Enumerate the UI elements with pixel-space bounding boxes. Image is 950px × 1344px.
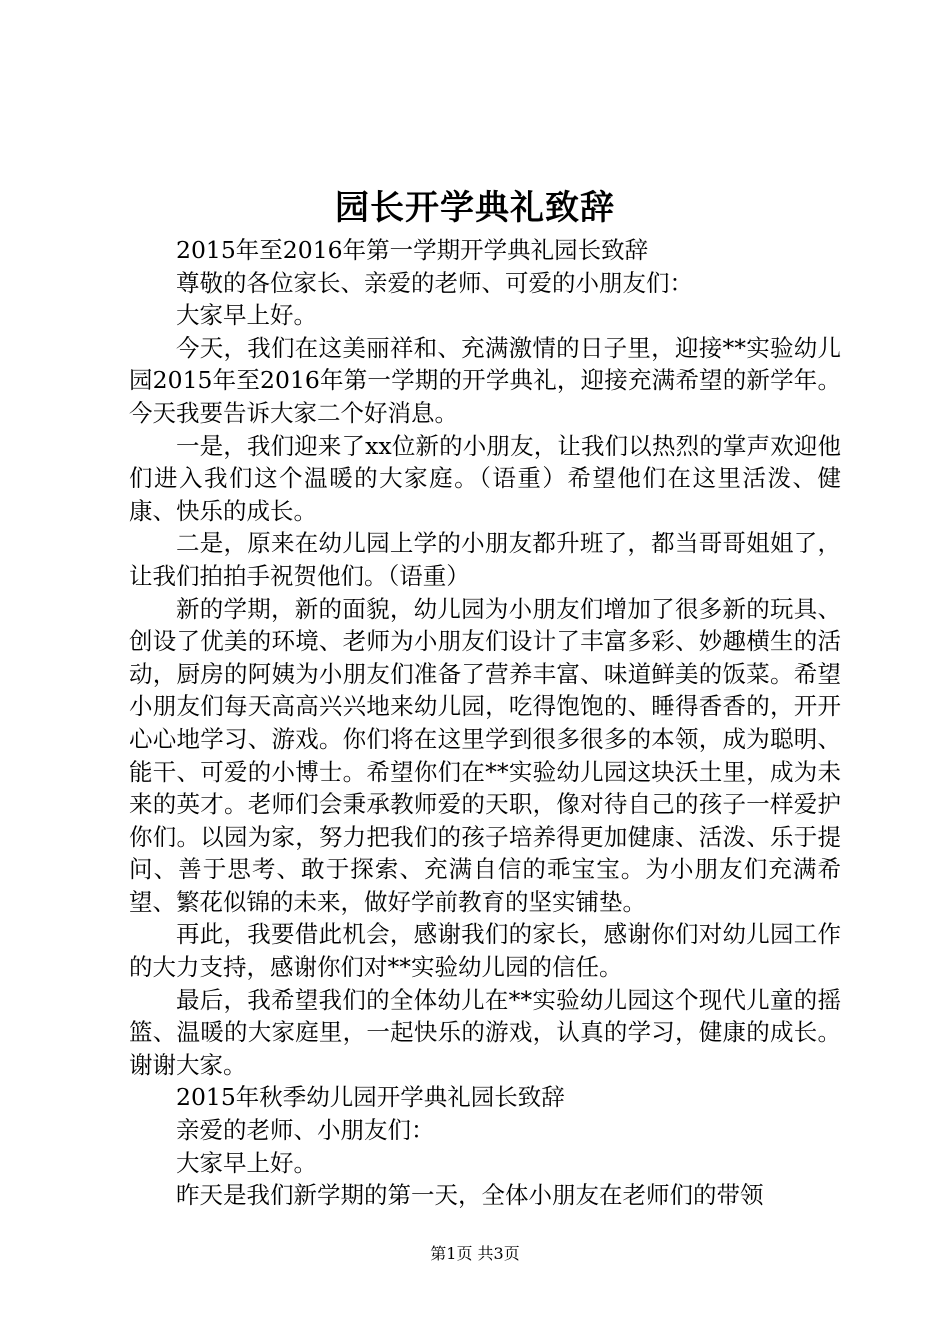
paragraph: 一是，我们迎来了xx位新的小朋友，让我们以热烈的掌声欢迎他们进入我们这个温暖的大家庭。（语重）希望他们在这里活泼、健康、快乐的成长。 xyxy=(129,431,841,525)
page-number: 第1页 共3页 xyxy=(430,1244,520,1263)
document-title: 园长开学典礼致辞 xyxy=(335,188,615,228)
document-body xyxy=(129,234,841,1212)
greeting-1: 大家早上好。 xyxy=(176,301,317,330)
paragraph: 最后，我希望我们的全体幼儿在**实验幼儿园这个现代儿童的摇篮、温暖的大家庭里，一起快乐的游戏，认真的学习，健康的成长。谢谢大家。 xyxy=(129,985,841,1079)
greeting-2: 大家早上好。 xyxy=(176,1148,317,1177)
paragraph: 昨天是我们新学期的第一天，全体小朋友在老师们的带领 xyxy=(176,1181,764,1210)
paragraph: 再此，我要借此机会，感谢我们的家长，感谢你们对幼儿园工作的大力支持，感谢你们对**实验幼儿园的信任。 xyxy=(129,920,841,982)
paragraph: 新的学期，新的面貌，幼儿园为小朋友们增加了很多新的玩具、创设了优美的环境、老师为小朋友们设计了丰富多彩、妙趣横生的活动，厨房的阿姨为小朋友们准备了营养丰富、味道鲜美的饭菜。希望小朋友们每天高高兴兴地来幼儿园，吃得饱饱的、睡得香香的，开开心心地学习、游戏。你们将在这里学到很多很多的本领，成为聪明、能干、可爱的小博士。希望你们在**实验幼儿园这块沃土里，成为未来的英才。老师们会秉承教师爱的天职，像对待自己的孩子一样爱护你们。以园为家，努力把我们的孩子培养得更加健康、活泼、乐于提问、善于思考、敢于探索、充满自信的乖宝宝。为小朋友们充满希望、繁花似锦的未来，做好学前教育的坚实铺垫。 xyxy=(129,594,841,916)
heading-line-1: 2015年至2016年第一学期开学典礼园长致辞 xyxy=(176,236,649,264)
paragraph: 今天，我们在这美丽祥和、充满激情的日子里，迎接**实验幼儿园2015年至2016年第一学期的开学典礼，迎接充满希望的新学年。今天我要告诉大家二个好消息。 xyxy=(129,333,841,427)
salutation-2: 亲爱的老师、小朋友们： xyxy=(176,1116,435,1145)
heading-line-2: 2015年秋季幼儿园开学典礼园长致辞 xyxy=(176,1083,565,1112)
paragraph: 二是，原来在幼儿园上学的小朋友都升班了，都当哥哥姐姐了，让我们拍拍手祝贺他们。（语重） xyxy=(129,529,841,590)
salutation-1: 尊敬的各位家长、亲爱的老师、可爱的小朋友们： xyxy=(176,268,693,297)
